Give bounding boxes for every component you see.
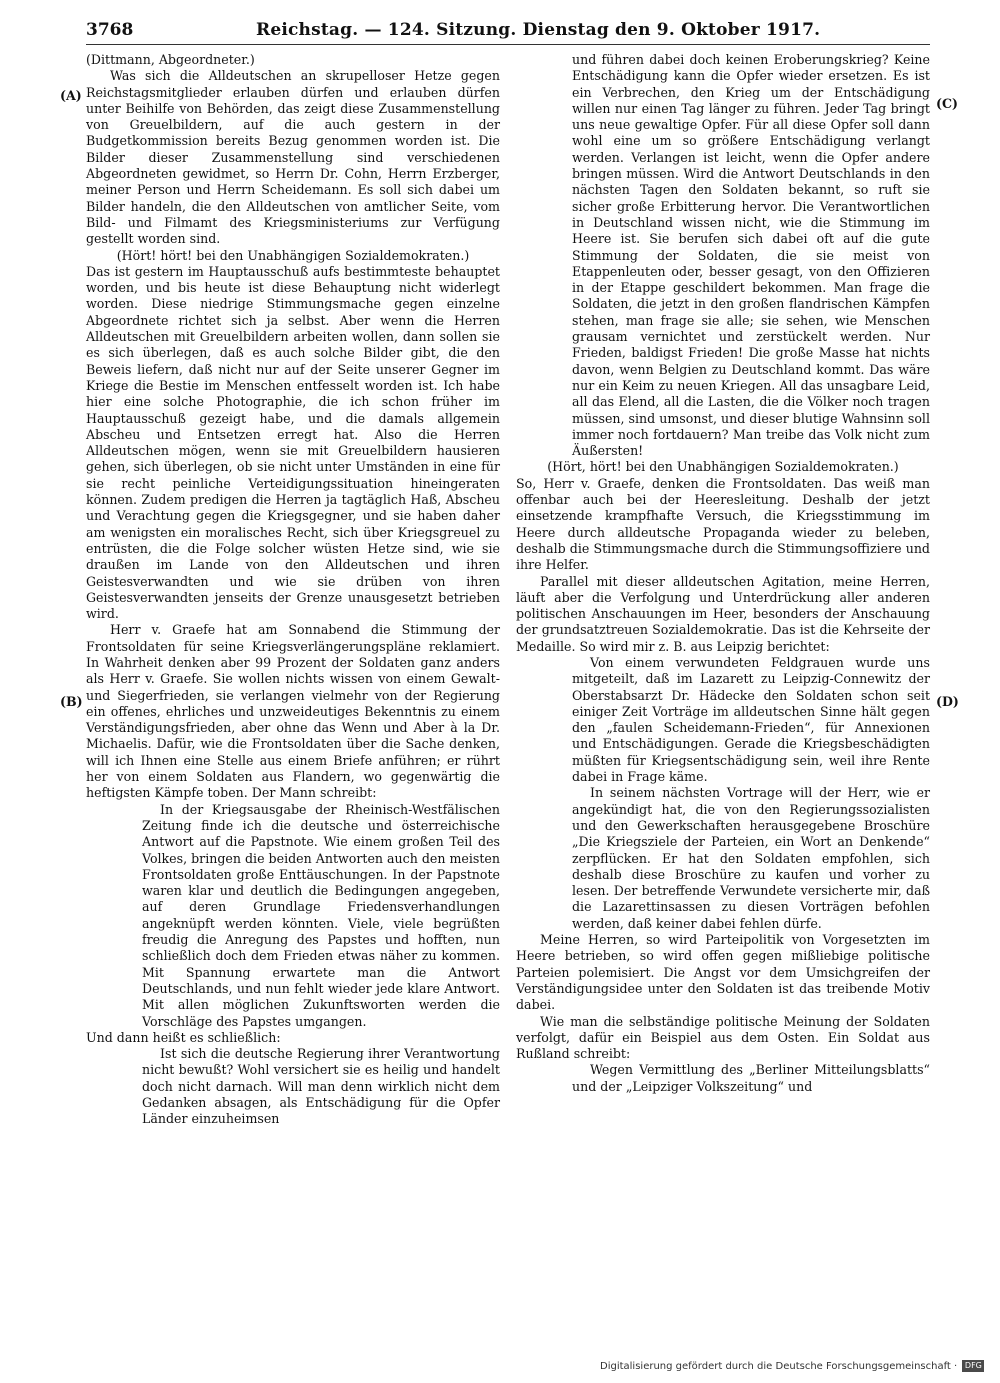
- margin-letter-d: (D): [936, 694, 959, 709]
- paragraph: Und dann heißt es schließlich:: [86, 1029, 281, 1045]
- paragraph: Parallel mit dieser alldeutschen Agitation, meine Herren, läuft aber die Verfolgung und Unterdrückung aller anderen politischen Anschauungen im Heer, besonders der Anschauung der grundsatztreuen Sozialdemokratie. Das ist die Kehrseite der Medaille. So wird mir z. B. aus Leipzig berichtet:: [516, 573, 930, 654]
- paragraph: Herr v. Graefe hat am Sonnabend die Stimmung der Frontsoldaten für seine Kriegsverlängerungspläne reklamiert. In Wahrheit denken aber 99 Prozent der Soldaten ganz anders als Herr v. Graefe. Sie wollen nichts wissen von einem Gewalt- und Siegerfrieden, sie verlangen vielmehr von der Regierung ein offenes, ehrliches und unzweideutiges Bekenntnis zu einem Verständigungsfrieden, aber ohne das Wenn und Aber à la Dr. Michaelis. Dafür, wie die Frontsoldaten über die Sache denken, will ich Ihnen eine Stelle aus einem Briefe anführen; er rührt her von einem Soldaten aus Flandern, wo gegenwärtig die heftigsten Kämpfe toben. Der Mann schreibt:: [86, 622, 500, 801]
- interjection: (Hört! hört! bei den Unabhängigen Sozialdemokraten.): [116, 247, 470, 263]
- header-rule: [86, 44, 930, 45]
- page-number: 3768: [86, 20, 134, 40]
- footer-credit: [600, 1360, 984, 1372]
- margin-letter-b: (B): [60, 694, 83, 709]
- page-header: [86, 20, 930, 46]
- margin-letter-c: (C): [936, 96, 958, 111]
- paragraph: Was sich die Alldeutschen an skrupelloser Hetze gegen Reichstagsmitglieder erlauben dürfen und erlauben dürfen unter Beihilfe von Behörden, das zeigt diese Zusammenstellung von Greuelbildern, auf die auch gestern in der Budgetkommission bereits Bezug genommen worden ist. Die Bilder dieser Zusammenstellung sind verschiedenen Abgeordneten gewidmet, so Herrn Dr. Cohn, Herrn Erzberger, meiner Person und Herrn Scheidemann. Es soll sich dabei um Bilder handeln, die den Alldeutschen von amtlicher Seite, vom Bild- und Filmamt des Kriegsministeriums zur Verfügung gestellt worden sind.: [86, 68, 500, 247]
- paragraph: Meine Herren, so wird Parteipolitik von Vorgesetzten im Heere betrieben, so wird offen gegen mißliebige politische Parteien polemisiert. Die Angst vor dem Umsichgreifen der Verständigungsidee unter den Soldaten ist das treibende Motiv dabei.: [516, 932, 930, 1013]
- quotation: Von einem verwundeten Feldgrauen wurde uns mitgeteilt, daß im Lazarett zu Leipzig-Connewitz der Oberstabsarzt Dr. Hädecke den Soldaten schon seit einiger Zeit Vorträge im alldeutschen Sinne hält gegen den „faulen Scheidemann-Frieden“, für Annexionen und Entschädigungen. Gerade die Kriegsbeschädigten müßten für Kriegsentschädigung sein, weil ihre Rente dabei in Frage käme.: [572, 654, 930, 785]
- speaker-label: (Dittmann, Abgeordneter.): [86, 52, 255, 67]
- paragraph: So, Herr v. Graefe, denken die Frontsoldaten. Das weiß man offenbar auch bei der Heeresleitung. Deshalb der jetzt einsetzende krampfhafte Versuch, die Kriegsstimmung im Heere durch alldeutsche Propaganda wieder zu beleben, deshalb die Stimmungsmache durch die Stimmungsoffiziere und ihre Helfer.: [516, 475, 930, 573]
- paragraph: Das ist gestern im Hauptausschuß aufs bestimmteste behauptet worden, und bis heute ist diese Behauptung nicht widerlegt worden. Diese niedrige Stimmungsmache gegen einzelne Abgeordnete richtet sich ja selbst. Aber wenn die Herren Alldeutschen mit Greuelbildern arbeiten wollen, dann sollen sie es sich überlegen, daß es auch solche Bilder gibt, die den Beweis liefern, daß nicht nur auf der Seite unserer Gegner im Kriege die Bestie im Menschen entfesselt worden ist. Ich habe hier eine solche Photographie, die ich schon früher im Hauptausschuß gezeigt habe, und die damals allgemein Abscheu und Entsetzen erregt hat. Also die Herren Alldeutschen mögen, wenn sie mit Greuelbildern hausieren gehen, sich überlegen, ob sie nicht unter Umständen in eine für sie recht peinliche Verteidigungssituation hineingeraten können. Zudem predigen die Herren ja tagtäglich Haß, Abscheu und Verachtung gegen die Kriegsgegner, und sie haben daher am wenigsten ein moralisches Recht, sich über Kriegsgreuel zu entrüsten, die die Folge solcher wüsten Hetze sind, wie sie draußen im Lande von den Alldeutschen und ihren Geistesverwandten und wie sie drüben von ihren Geistesverwandten jenseits der Grenze unausgesetzt betrieben wird.: [86, 263, 500, 622]
- quotation: und führen dabei doch keinen Eroberungskrieg? Keine Entschädigung kann die Opfer wieder ersetzen. Es ist ein Verbrechen, den Krieg um der Entschädigung willen nur einen Tag länger zu führen. Jeder Tag bringt uns neue gewaltige Opfer. Für all diese Opfer soll dann wohl eine um so größere Entschädigung verlangt werden. Verlangen ist leicht, wenn die Opfer andere bringen müssen. Wird die Antwort Deutschlands in den nächsten Tagen den Soldaten bekannt, so ruft sie sicher große Erbitterung hervor. Die Verantwortlichen in Deutschland wissen nicht, wie die Stimmung im Heere ist. Sie berufen sich dabei oft auf die gute Stimmung der Soldaten, die sie meist von Etappenleuten oder, besser gesagt, von den Offizieren in der Etappe geschildert bekommen. Man frage die Soldaten, die jetzt in den großen flandrischen Kämpfen stehen, man frage sie alle; sie sehen, wie Menschen grausam vernichtet und zerstückelt werden. Nur Frieden, baldigst Frieden! Die große Masse hat nichts davon, wenn Belgien zu Deutschland kommt. Das wäre nur ein Keim zu neuen Kriegen. All das unsagbare Leid, all das Elend, all die Lasten, die die Völker noch tragen müssen, sind umsonst, und dieser blutige Wahnsinn soll immer noch fortdauern? Man treibe das Volk nicht zum Äußersten!: [572, 52, 930, 459]
- left-column: [86, 52, 500, 1128]
- dfg-logo: DFG: [962, 1360, 984, 1372]
- right-column: [516, 52, 930, 1095]
- paragraph: Wie man die selbständige politische Meinung der Soldaten verfolgt, dafür ein Beispiel aus dem Osten. Ein Soldat aus Rußland schreibt:: [516, 1013, 930, 1062]
- footer-text: Digitalisierung gefördert durch die Deutsche Forschungsgemeinschaft ·: [600, 1361, 958, 1372]
- running-title: Reichstag. — 124. Sitzung. Dienstag den 9. Oktober 1917.: [256, 20, 821, 40]
- quotation: Wegen Vermittlung des „Berliner Mitteilungsblatts“ und der „Leipziger Volkszeitung“ und: [572, 1062, 930, 1094]
- interjection: (Hört, hört! bei den Unabhängigen Sozialdemokraten.): [547, 459, 899, 475]
- margin-letter-a: (A): [60, 88, 82, 103]
- quotation: Ist sich die deutsche Regierung ihrer Verantwortung nicht bewußt? Wohl versichert sie es heilig und handelt doch nicht darnach. Will man denn wirklich nicht dem Gedanken absagen, als Entschädigung für die Opfer Länder einzuheimsen: [142, 1046, 500, 1127]
- quotation: In seinem nächsten Vortrage will der Herr, wie er angekündigt hat, die von den Regierungssozialisten und den Gewerkschaften herausgegebene Broschüre „Die Kriegsziele der Parteien, ein Wort an Denkende“ zerpflücken. Er hat den Soldaten empfohlen, sich deshalb diese Broschüre zu kaufen und vorher zu lesen. Der betreffende Verwundete versicherte mir, daß die Lazarettinsassen zu diesen Vorträgen befohlen werden, daß keiner dabei fehlen dürfe.: [572, 785, 930, 931]
- quotation: In der Kriegsausgabe der Rheinisch-Westfälischen Zeitung finde ich die deutsche und österreichische Antwort auf die Papstnote. Wie einem großen Teil des Volkes, bringen die beiden Antworten auch den meisten Frontsoldaten große Enttäuschungen. In der Papstnote waren klar und deutlich die Bedingungen angegeben, auf deren Grundlage Friedensverhandlungen angeknüpft werden könnten. Viele, viele begrüßten freudig die Anregung des Papstes und hofften, nun schließlich doch dem Frieden etwas näher zu kommen. Mit Spannung erwartete man die Antwort Deutschlands, und nun fehlt wieder jede klare Antwort. Mit allen möglichen Zukunftsworten werden die Vorschläge des Papstes umgangen.: [142, 801, 500, 1029]
